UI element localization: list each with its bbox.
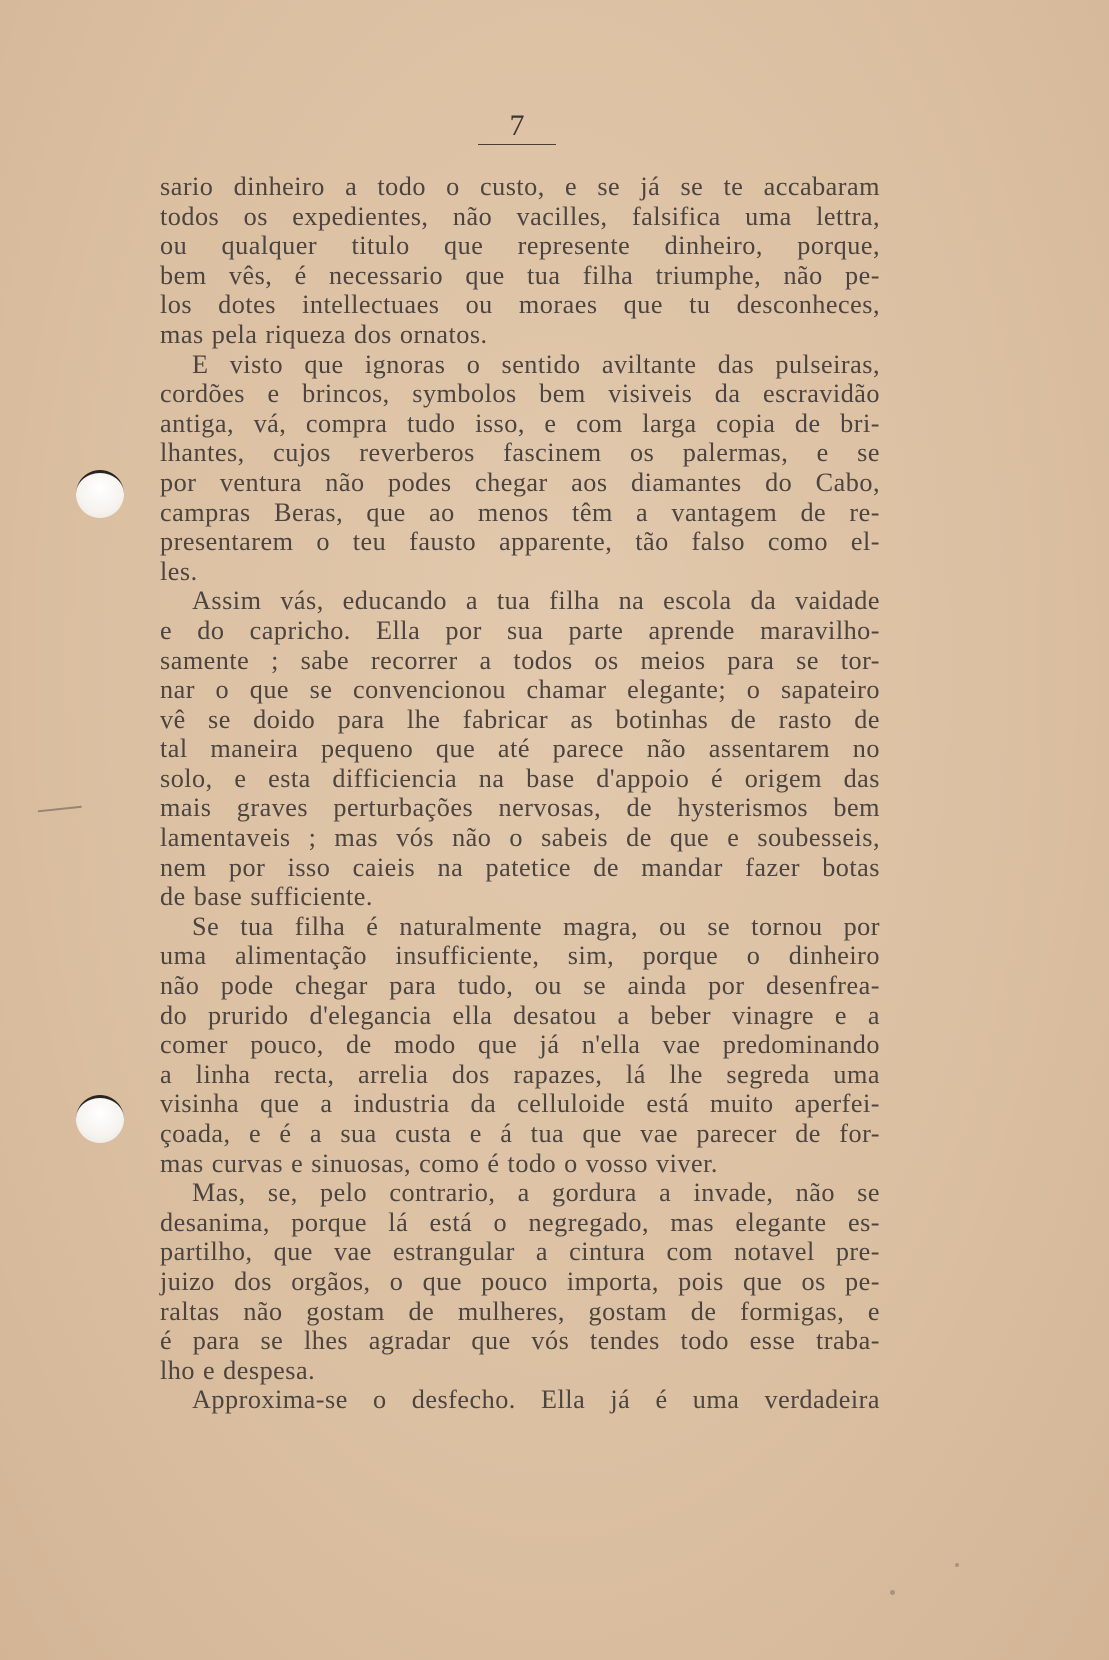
page-number: 7 xyxy=(478,108,556,145)
text-line: a linha recta, arrelia dos rapazes, lá lhe segreda uma xyxy=(160,1059,880,1089)
text-line: vê se doido para lhe fabricar as botinhas de rasto de xyxy=(160,704,880,734)
text-line: sario dinheiro a todo o custo, e se já se te accabaram xyxy=(160,172,880,201)
text-line: comer pouco, de modo que já n'ella vae predominando xyxy=(160,1030,880,1060)
text-line: todos os expedientes, não vacilles, falsifica uma lettra, xyxy=(160,201,880,231)
text-line: não pode chegar para tudo, ou se ainda por desenfrea- xyxy=(160,971,880,1001)
text-line: nem por isso caieis na patetice de mandar fazer botas xyxy=(160,852,880,882)
text-line: çoada, e é a sua custa e á tua que vae parecer de for- xyxy=(160,1119,880,1148)
text-line: nar o que se convencionou chamar elegante; o sapateiro xyxy=(160,675,880,705)
text-line: é para se lhes agradar que vós tendes todo esse traba- xyxy=(160,1326,880,1356)
text-line: bem vês, é necessario que tua filha triumphe, não pe- xyxy=(160,260,880,290)
text-line: e do capricho. Ella por sua parte aprende maravilho- xyxy=(160,615,880,645)
text-line: Mas, se, pelo contrario, a gordura a invade, não se xyxy=(192,1178,880,1208)
paper-speck xyxy=(955,1563,959,1567)
punch-hole xyxy=(76,470,124,518)
text-line: do prurido d'elegancia ella desatou a beber vinagre e a xyxy=(160,1000,880,1030)
text-line: solo, e esta difficiencia na base d'appoio é origem das xyxy=(160,763,880,793)
text-line: raltas não gostam de mulheres, gostam de formigas, e xyxy=(160,1296,880,1326)
text-line: de base sufficiente. xyxy=(160,882,373,912)
text-line: tal maneira pequeno que até parece não assentarem no xyxy=(160,734,880,764)
text-line: ou qualquer titulo que represente dinheiro, porque, xyxy=(160,231,880,261)
text-line: mas curvas e sinuosas, como é todo o vosso viver. xyxy=(160,1148,718,1178)
text-line: mas pela riqueza dos ornatos. xyxy=(160,319,488,349)
text-line: Approxima-se o desfecho. Ella já é uma verdadeira xyxy=(192,1385,880,1415)
body-text xyxy=(160,172,880,1415)
text-line: partilho, que vae estrangular a cintura com notavel pre- xyxy=(160,1237,880,1267)
text-line: Se tua filha é naturalmente magra, ou se tornou por xyxy=(192,911,880,941)
text-line: mais graves perturbações nervosas, de hysterismos bem xyxy=(160,793,880,823)
text-line: lhantes, cujos reverberos fascinem os palermas, e se xyxy=(160,438,880,468)
paper-speck xyxy=(890,1590,895,1595)
text-line: los dotes intellectuaes ou moraes que tu desconheces, xyxy=(160,290,880,320)
text-line: juizo dos orgãos, o que pouco importa, pois que os pe- xyxy=(160,1266,880,1296)
text-line: desanima, porque lá está o negregado, mas elegante es- xyxy=(160,1207,880,1237)
punch-hole xyxy=(76,1095,124,1143)
text-line: uma alimentação insufficiente, sim, porque o dinheiro xyxy=(160,941,880,971)
text-line: lamentaveis ; mas vós não o sabeis de que e soubesseis, xyxy=(160,823,880,853)
text-line: Assim vás, educando a tua filha na escola da vaidade xyxy=(192,586,880,616)
text-line: cordões e brincos, symbolos bem visiveis da escravidão xyxy=(160,379,880,409)
text-line: E visto que ignoras o sentido aviltante das pulseiras, xyxy=(192,349,880,379)
text-line: samente ; sabe recorrer a todos os meios para se tor- xyxy=(160,645,880,675)
text-line: visinha que a industria da celluloide está muito aperfei- xyxy=(160,1089,880,1119)
text-line: por ventura não podes chegar aos diamantes do Cabo, xyxy=(160,467,880,497)
text-line: antiga, vá, compra tudo isso, e com larga copia de bri- xyxy=(160,408,880,438)
margin-mark xyxy=(38,806,82,817)
text-line: presentarem o teu fausto apparente, tão falso como el- xyxy=(160,527,880,557)
text-line: lho e despesa. xyxy=(160,1355,316,1385)
text-line: les. xyxy=(160,556,198,586)
text-line: campras Beras, que ao menos têm a vantagem de re- xyxy=(160,497,880,527)
